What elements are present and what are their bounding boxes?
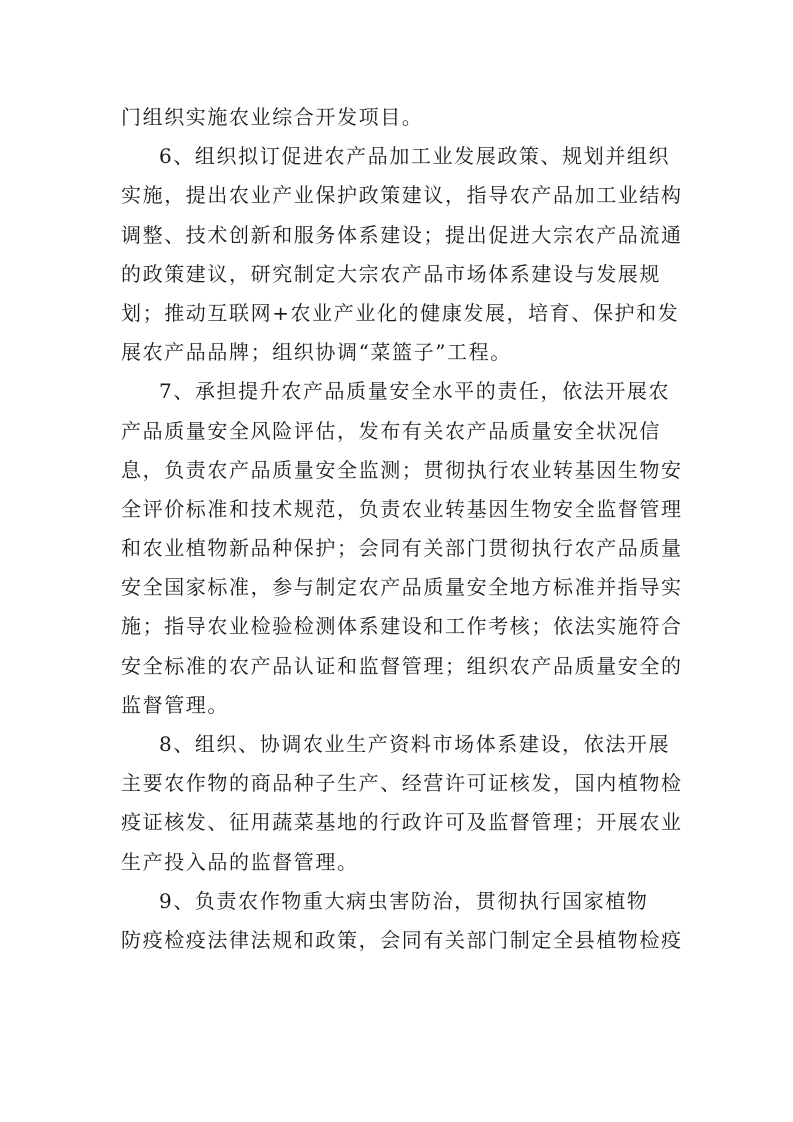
- text-line: 安全国家标准，参与制定农产品质量安全地方标准并指导实: [121, 575, 683, 600]
- text-line: 实施，提出农业产业保护政策建议，指导农产品加工业结构: [121, 183, 683, 208]
- paragraph-first-line: 9、负责农作物重大病虫害防治，贯彻执行国家植物: [159, 888, 649, 913]
- text-line: 施；指导农业检验检测体系建设和工作考核；依法实施符合: [121, 614, 683, 639]
- text-line: 门组织实施农业综合开发项目。: [121, 105, 424, 129]
- body-text: [121, 98, 683, 960]
- text-line: 生产投入品的监督管理。: [121, 849, 359, 874]
- text-line: 产品质量安全风险评估，发布有关农产品质量安全状况信: [121, 418, 661, 443]
- paragraph-first-line: 8、组织、协调农业生产资料市场体系建设，依法开展: [159, 732, 671, 756]
- text-line: 调整、技术创新和服务体系建设；提出促进大宗农产品流通: [121, 222, 683, 247]
- text-line: 防疫检疫法律法规和政策，会同有关部门制定全县植物检疫: [121, 927, 683, 952]
- text-line: 和农业植物新品种保护；会同有关部门贯彻执行农产品质量: [121, 536, 683, 561]
- text-line: 疫证核发、征用蔬菜基地的行政许可及监督管理；开展农业: [121, 810, 683, 835]
- text-line: 的政策建议，研究制定大宗农产品市场体系建设与发展规: [121, 261, 661, 286]
- text-line: 划；推动互联网+农业产业化的健康发展，培育、保护和发: [121, 300, 680, 325]
- text-line: 息，负责农产品质量安全监测；贯彻执行农业转基因生物安: [121, 457, 683, 482]
- text-line: 全评价标准和技术规范，负责农业转基因生物安全监督管理: [121, 496, 683, 521]
- paragraph-first-line: 6、组织拟订促进农产品加工业发展政策、规划并组织: [159, 144, 671, 169]
- paragraph-first-line: 7、承担提升农产品质量安全水平的责任，依法开展农: [159, 379, 671, 404]
- text-line: 展农产品品牌；组织协调“菜篮子”工程。: [121, 340, 512, 365]
- text-line: 安全标准的农产品认证和监督管理；组织农产品质量安全的: [121, 653, 683, 678]
- text-line: 监督管理。: [121, 692, 229, 717]
- text-line: 主要农作物的商品种子生产、经营许可证核发，国内植物检: [121, 771, 683, 796]
